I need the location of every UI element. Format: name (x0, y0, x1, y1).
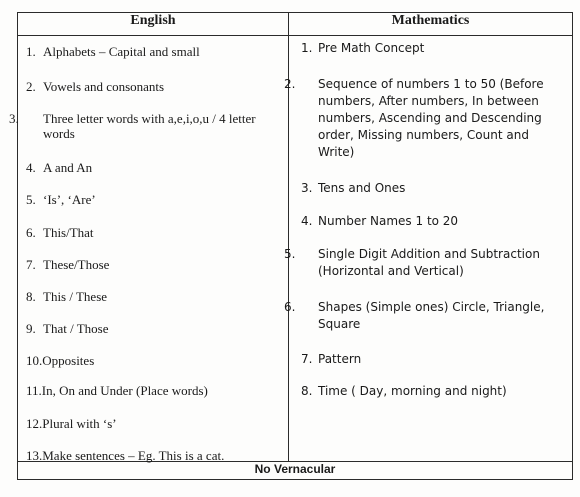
item-number: 13. (26, 448, 43, 463)
english-item (26, 79, 282, 94)
item-text: Tens and Ones (318, 181, 406, 195)
item-text: These/Those (43, 257, 110, 272)
item-number: 5. (284, 247, 296, 261)
item-number: 6. (26, 225, 36, 240)
item-number: 2. (284, 77, 296, 91)
item-number: 7. (26, 257, 36, 272)
item-number: 7. (301, 352, 313, 366)
content-row (18, 36, 573, 462)
math-item (301, 351, 566, 368)
item-number: 9. (26, 321, 36, 336)
math-item (301, 213, 566, 230)
math-item (301, 40, 566, 57)
item-number: 3. (9, 111, 19, 126)
english-item (26, 448, 282, 463)
english-column (9, 36, 289, 463)
english-item (9, 111, 282, 141)
english-item (26, 353, 282, 368)
item-text: This / These (43, 289, 108, 304)
english-item (26, 160, 282, 175)
item-number: 4. (26, 160, 36, 175)
english-item (26, 44, 282, 59)
item-text: Sequence of numbers 1 to 50 (Before numbers, After numbers, In between numbers, Ascending and Descending order, Missing numbers, Count and Write) (318, 77, 544, 159)
item-number: 1. (26, 44, 36, 59)
english-item (26, 192, 282, 207)
item-text: Plural with ‘s’ (42, 416, 117, 431)
item-number: 8. (26, 289, 36, 304)
item-text: That / Those (43, 321, 109, 336)
item-text: Single Digit Addition and Subtraction (Horizontal and Vertical) (318, 247, 540, 278)
item-number: 8. (301, 384, 313, 398)
footer-note: No Vernacular (18, 462, 573, 480)
english-item (26, 321, 282, 336)
item-text: Alphabets – Capital and small (43, 44, 200, 59)
item-number: 12. (26, 416, 43, 431)
math-item (284, 246, 566, 280)
math-header: Mathematics (289, 13, 573, 36)
math-item (301, 180, 566, 197)
item-text: Make sentences – Eg. This is a cat. (42, 448, 225, 463)
item-text: Number Names 1 to 20 (318, 214, 459, 228)
item-text: ‘Is’, ‘Are’ (43, 192, 96, 207)
item-text: Pre Math Concept (318, 41, 425, 55)
english-item (26, 289, 282, 304)
header-row (18, 13, 573, 36)
item-number: 6. (284, 300, 296, 314)
math-item (284, 76, 566, 161)
english-item (26, 225, 282, 240)
item-text: Three letter words with a,e,i,o,u / 4 letter words (43, 111, 256, 141)
item-text: Shapes (Simple ones) Circle, Triangle, Square (318, 300, 545, 331)
english-item (26, 257, 282, 272)
item-text: In, On and Under (Place words) (41, 383, 208, 398)
item-number: 2. (26, 79, 36, 94)
item-text: Time ( Day, morning and night) (318, 384, 507, 398)
english-item (26, 383, 282, 398)
item-text: Pattern (318, 352, 362, 366)
item-text: Opposites (42, 353, 95, 368)
math-item (284, 299, 566, 333)
item-text: A and An (43, 160, 93, 175)
item-text: This/That (43, 225, 94, 240)
english-item (26, 416, 282, 431)
item-number: 11. (26, 383, 42, 398)
item-number: 5. (26, 192, 36, 207)
item-text: Vowels and consonants (43, 79, 165, 94)
math-column (284, 36, 573, 462)
item-number: 4. (301, 214, 313, 228)
syllabus-table (9, 12, 573, 480)
item-number: 1. (301, 41, 313, 55)
item-number: 3. (301, 181, 313, 195)
item-number: 10. (26, 353, 43, 368)
english-header: English (18, 13, 289, 36)
footer-row (18, 462, 573, 480)
math-item (301, 383, 566, 400)
